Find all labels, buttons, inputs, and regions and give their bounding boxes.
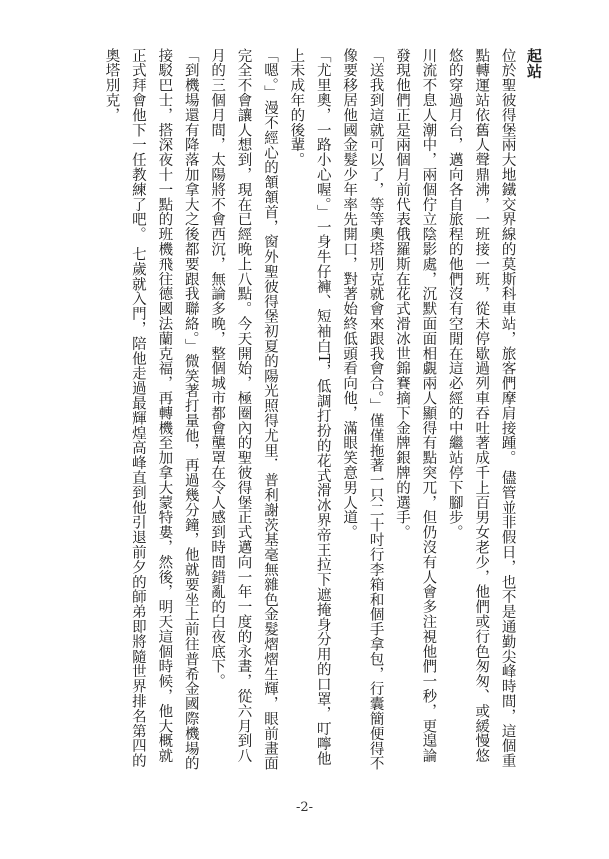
body-text [57, 48, 547, 773]
paragraph: 位於聖彼得堡兩大地鐵交界線的莫斯科車站，旅客們摩肩接踵。 儘管並非假日，也不是通勤尖峰時間，這個重點轉運站依舊人聲鼎沸，一班接一班，從未停歇過列車吞吐著成千上百男女老少，他們或行色匆匆、或緩慢悠悠的穿過月台，邁向各自旅程的他們沒有空閒在這必經的中繼站停下腳步。 [446, 48, 516, 769]
paragraph: 「嗯。」漫不經心的頷頷首，窗外聖彼得堡初夏的陽光照得尤里．普利謝茨基毫無雜色金髮熠熠生輝，眼前畫面完全不會讓人想到，現在已經晚上八點。今天開始，極圈內的聖彼得堡正式邁向一年一度的永晝，從六月到八月的三個月間，太陽將不會西沉，無論多晚，整個城市都會壟罩在令人感到時間錯亂的白夜底下。 [209, 48, 278, 771]
paragraph: 「尤里奧，一路小心喔。」一身牛仔褲、短袖白T，低調打扮的花式滑冰界帝王拉下遮掩身分用的口罩，叮嚀他上未成年的後輩。 [288, 48, 331, 767]
paragraph: 川流不息人潮中，兩個佇立陰影處，沉默面面相覷兩人顯得有點突兀，但仍沒有人會多注視他們一秒，更遑論發現他們正是兩個月前代表俄羅斯在花式滑冰世錦賽摘下金牌銀牌的選手。 [393, 48, 437, 764]
page-number: -2- [295, 800, 314, 815]
paragraph: 「送我到這就可以了，等等奧塔別克就會來跟我會合。」僅僅拖著一只二十吋行李箱和個手拿包，行囊簡便得不像要移居他國金髮少年率先開口，對著始終低頭看向他，滿眼笑意男人道。 [341, 48, 384, 771]
paragraph: 「到機場還有降落加拿大之後都要跟我聯絡。」微笑著打量他，再過幾分鐘，他就要坐上前往普希金國際機場的接駁巴士，搭深夜十一點的班機飛往德國法蘭克福，再轉機至加拿大蒙特婁，然後，明天這個時候，他大概就正式拜會他下一任教練了吧。 七歲就入門，陪他走過最輝煌高峰直到他引退前夕的師弟即將隨世界排名第四的奧塔別克， [103, 48, 199, 771]
section-heading: 起站 [525, 48, 543, 79]
